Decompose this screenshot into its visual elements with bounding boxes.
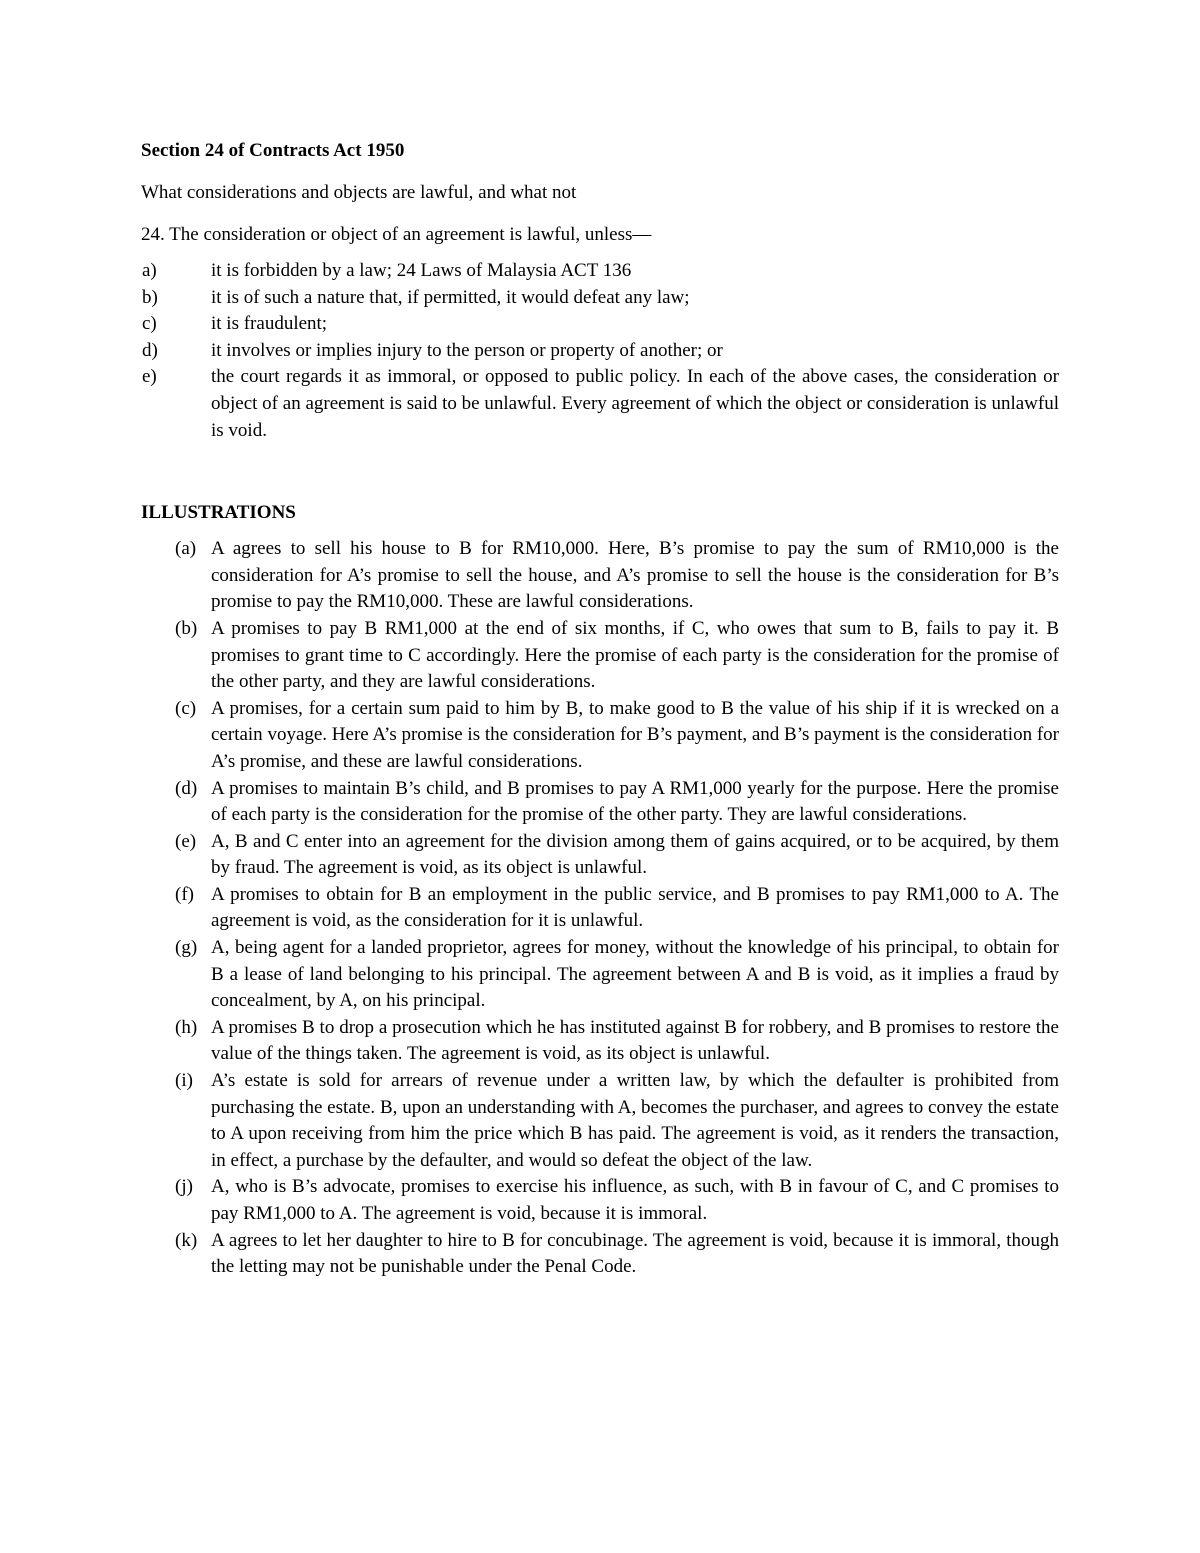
illustration-letter: (a)	[175, 538, 197, 560]
illustration-letter: (c)	[175, 697, 197, 719]
condition-item	[141, 364, 1059, 444]
illustration-letter: (i)	[175, 1070, 193, 1092]
illustration-item	[141, 696, 1059, 776]
illustration-item	[141, 776, 1059, 829]
condition-text: it is fraudulent;	[211, 313, 328, 335]
illustration-letter: (k)	[175, 1229, 198, 1251]
illustration-item	[141, 882, 1059, 935]
condition-letter: e)	[142, 366, 157, 388]
illustration-text: A promises to pay B RM1,000 at the end of six months, if C, who owes that sum to B, fails to pay it. B promises to grant time to C accordingly. Here the promise of each party is the consideration for the promise of the other party, and they are lawful considerations.	[211, 617, 1059, 693]
condition-item	[141, 338, 1059, 365]
illustration-item	[141, 1174, 1059, 1227]
condition-item	[141, 285, 1059, 312]
illustration-text: A promises to maintain B’s child, and B promises to pay A RM1,000 yearly for the purpose. Here the promise of each party is the consideration for the promise of the other party. They are lawful considerations.	[211, 777, 1059, 826]
illustration-letter: (b)	[175, 617, 198, 639]
condition-item	[141, 258, 1059, 285]
illustration-text: A promises B to drop a prosecution which he has instituted against B for robbery, and B promises to restore the value of the things taken. The agreement is void, as its object is unlawful.	[211, 1016, 1059, 1065]
illustration-text: A, who is B’s advocate, promises to exercise his influence, as such, with B in favour of C, and C promises to pay RM1,000 to A. The agreement is void, because it is immoral.	[211, 1176, 1059, 1224]
condition-letter: d)	[142, 339, 158, 361]
illustration-text: A, B and C enter into an agreement for the division among them of gains acquired, or to be acquired, by them by fraud. The agreement is void, as its object is unlawful.	[211, 830, 1059, 879]
section-subtitle: What considerations and objects are lawful, and what not	[141, 182, 577, 203]
condition-letter: c)	[142, 313, 157, 335]
condition-letter: a)	[142, 260, 157, 281]
illustration-text: A agrees to let her daughter to hire to B for concubinage. The agreement is void, because it is immoral, though the letting may not be punishable under the Penal Code.	[211, 1229, 1059, 1278]
condition-item	[141, 311, 1059, 338]
illustration-item	[141, 935, 1059, 1015]
document-page	[141, 138, 1059, 1281]
illustration-text: A agrees to sell his house to B for RM10,000. Here, B’s promise to pay the sum of RM10,000 is the consideration for A’s promise to sell the house, and A’s promise to sell the house is the consideration for B’s promise to pay the RM10,000. These are lawful considerations.	[211, 538, 1059, 613]
page-title: Section 24 of Contracts Act 1950	[141, 140, 405, 161]
illustration-text: A’s estate is sold for arrears of revenue under a written law, by which the defaulter is prohibited from purchasing the estate. B, upon an understanding with A, becomes the purchaser, and agrees to convey the estate to A upon receiving from him the price which B has paid. The agreement is void, as it renders the transaction, in effect, a purchase by the defaulter, and would so defeat the object of the law.	[211, 1070, 1059, 1171]
illustration-item	[141, 1015, 1059, 1068]
illustration-item	[141, 616, 1059, 696]
illustration-letter: (f)	[175, 883, 194, 905]
illustration-item	[141, 1068, 1059, 1174]
illustration-item	[141, 829, 1059, 882]
condition-letter: b)	[142, 286, 158, 308]
illustrations-list	[141, 536, 1059, 1281]
illustration-letter: (j)	[175, 1176, 193, 1198]
illustrations-heading: ILLUSTRATIONS	[141, 502, 296, 524]
illustration-letter: (e)	[175, 830, 197, 852]
illustration-text: A, being agent for a landed proprietor, agrees for money, without the knowledge of his principal, to obtain for B a lease of land belonging to his principal. The agreement between A and B is void, as it implies a fraud by concealment, by A, on his principal.	[211, 937, 1059, 1012]
illustration-item	[141, 1228, 1059, 1281]
condition-text: it is forbidden by a law; 24 Laws of Malaysia ACT 136	[211, 260, 632, 281]
section-intro: 24. The consideration or object of an agreement is lawful, unless—	[141, 224, 652, 245]
condition-text: it involves or implies injury to the person or property of another; or	[211, 339, 723, 361]
illustration-text: A promises to obtain for B an employment in the public service, and B promises to pay RM1,000 to A. The agreement is void, as the consideration for it is unlawful.	[211, 883, 1059, 932]
condition-text: it is of such a nature that, if permitted, it would defeat any law;	[211, 286, 690, 308]
illustration-letter: (d)	[175, 777, 198, 799]
illustration-letter: (g)	[175, 937, 198, 959]
illustration-letter: (h)	[175, 1016, 198, 1038]
illustration-text: A promises, for a certain sum paid to him by B, to make good to B the value of his ship if it is wrecked on a certain voyage. Here A’s promise is the consideration for B’s payment, and B’s payment is the consideration for A’s promise, and these are lawful considerations.	[211, 697, 1059, 772]
illustration-item	[141, 536, 1059, 616]
condition-text: the court regards it as immoral, or opposed to public policy. In each of the above cases, the consideration or object of an agreement is said to be unlawful. Every agreement of which the object or consideration is unlawful is void.	[211, 366, 1059, 441]
conditions-list	[141, 258, 1059, 444]
